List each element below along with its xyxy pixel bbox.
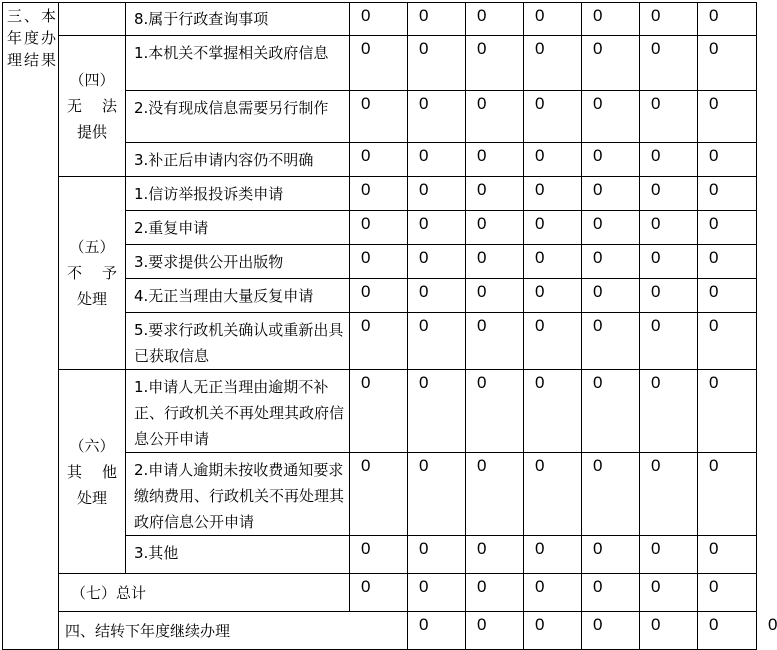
value-cell: 0 — [582, 536, 640, 574]
value-cell: 0 — [408, 612, 466, 650]
row-label: 2.没有现成信息需要另行制作 — [126, 91, 350, 143]
row-label: 2.重复申请 — [126, 211, 350, 245]
table-row — [3, 370, 757, 453]
group-label — [59, 177, 126, 370]
value-cell: 0 — [350, 370, 408, 453]
value-cell: 0 — [466, 612, 524, 650]
row-label: 3.其他 — [126, 536, 350, 574]
value-cell: 0 — [640, 36, 698, 91]
value-cell: 0 — [408, 279, 466, 313]
table-row — [3, 36, 757, 91]
value-cell: 0 — [582, 370, 640, 453]
value-cell: 0 — [524, 536, 582, 574]
value-cell: 0 — [350, 453, 408, 536]
value-cell: 0 — [698, 536, 757, 574]
value-cell: 0 — [524, 370, 582, 453]
value-cell: 0 — [698, 279, 757, 313]
value-cell: 0 — [408, 177, 466, 211]
row-label: 3.补正后申请内容仍不明确 — [126, 143, 350, 177]
value-cell: 0 — [350, 177, 408, 211]
value-cell: 0 — [582, 36, 640, 91]
value-cell: 0 — [524, 279, 582, 313]
group-label-line: 处理 — [76, 488, 107, 507]
row-label: 4.无正当理由大量反复申请 — [126, 279, 350, 313]
value-cell: 0 — [698, 91, 757, 143]
value-cell: 0 — [582, 177, 640, 211]
value-cell: 0 — [640, 536, 698, 574]
value-cell: 0 — [582, 143, 640, 177]
value-cell: 0 — [640, 91, 698, 143]
value-cell: 0 — [408, 36, 466, 91]
value-cell: 0 — [640, 211, 698, 245]
value-cell: 0 — [698, 177, 757, 211]
total-row — [3, 574, 757, 612]
value-cell: 0 — [466, 536, 524, 574]
group-label — [59, 370, 126, 574]
value-cell: 0 — [698, 313, 757, 370]
value-cell: 0 — [698, 211, 757, 245]
value-cell: 0 — [350, 574, 408, 612]
group-label-number: （五） — [69, 238, 115, 256]
value-cell: 0 — [640, 3, 698, 36]
group-label-line — [59, 459, 125, 485]
value-cell: 0 — [582, 3, 640, 36]
value-cell: 0 — [466, 453, 524, 536]
value-cell: 0 — [466, 36, 524, 91]
results-table — [2, 2, 777, 650]
row-label: 5.要求行政机关确认或重新出具已获取信息 — [126, 313, 350, 370]
value-cell: 0 — [698, 370, 757, 453]
group-label-number: （六） — [69, 436, 115, 455]
value-cell: 0 — [350, 245, 408, 279]
group-label-empty — [59, 3, 126, 36]
row-label: 2.申请人逾期未按收费通知要求缴纳费用、行政机关不再处理其政府信息公开申请 — [126, 453, 350, 536]
value-cell: 0 — [582, 211, 640, 245]
group-label-char: 他 — [102, 462, 118, 481]
value-cell: 0 — [466, 211, 524, 245]
value-cell: 0 — [582, 91, 640, 143]
value-cell: 0 — [698, 574, 757, 612]
group-label-line — [59, 260, 125, 286]
value-cell: 0 — [698, 453, 757, 536]
group-label-number: （四） — [69, 71, 115, 89]
group-label — [59, 36, 126, 177]
value-cell: 0 — [582, 279, 640, 313]
group-label-char: 法 — [102, 97, 118, 115]
value-cell: 0 — [408, 536, 466, 574]
value-cell: 0 — [408, 574, 466, 612]
group-label-char: 予 — [102, 264, 118, 282]
value-cell: 0 — [466, 3, 524, 36]
value-cell: 0 — [582, 313, 640, 370]
value-cell: 0 — [350, 279, 408, 313]
value-cell: 0 — [466, 245, 524, 279]
value-cell: 0 — [582, 574, 640, 612]
value-cell: 0 — [582, 453, 640, 536]
value-cell: 0 — [466, 313, 524, 370]
value-cell: 0 — [408, 211, 466, 245]
value-cell: 0 — [350, 3, 408, 36]
value-cell: 0 — [350, 91, 408, 143]
value-cell: 0 — [408, 91, 466, 143]
section-4-label: 四、结转下年度继续办理 — [59, 612, 408, 650]
value-cell: 0 — [582, 245, 640, 279]
value-cell: 0 — [524, 91, 582, 143]
value-cell: 0 — [466, 177, 524, 211]
table-row — [3, 177, 757, 211]
value-cell: 0 — [524, 453, 582, 536]
value-cell: 0 — [582, 612, 640, 650]
value-cell: 0 — [524, 612, 582, 650]
row-label: 8.属于行政查询事项 — [126, 3, 350, 36]
value-cell: 0 — [350, 211, 408, 245]
value-cell: 0 — [524, 143, 582, 177]
value-cell: 0 — [524, 245, 582, 279]
value-cell: 0 — [640, 245, 698, 279]
value-cell: 0 — [350, 313, 408, 370]
value-cell: 0 — [640, 143, 698, 177]
group-label-char: 不 — [66, 264, 102, 282]
row-label: 3.要求提供公开出版物 — [126, 245, 350, 279]
value-cell: 0 — [408, 143, 466, 177]
value-cell: 0 — [350, 36, 408, 91]
value-cell: 0 — [698, 3, 757, 36]
value-cell: 0 — [466, 574, 524, 612]
value-cell: 0 — [640, 279, 698, 313]
value-cell: 0 — [408, 245, 466, 279]
value-cell: 0 — [524, 36, 582, 91]
group-label-line: 处理 — [76, 290, 107, 308]
value-cell: 0 — [640, 177, 698, 211]
value-cell: 0 — [408, 3, 466, 36]
section-3-label: 三、本年度办理结果 — [3, 3, 59, 650]
value-cell: 0 — [698, 612, 757, 650]
group-label-char: 无 — [66, 97, 102, 115]
table-body — [3, 3, 777, 650]
value-cell: 0 — [698, 36, 757, 91]
group-label-char: 其 — [66, 462, 102, 481]
table-row — [3, 3, 757, 36]
value-cell: 0 — [466, 370, 524, 453]
row-label: 1.信访举报投诉类申请 — [126, 177, 350, 211]
total-label: （七）总计 — [59, 574, 350, 612]
row-label: 1.本机关不掌握相关政府信息 — [126, 36, 350, 91]
value-cell: 0 — [640, 612, 698, 650]
section-4-row: 四、结转下年度继续办理 0 0 0 0 0 0 0 — [3, 612, 757, 650]
value-cell: 0 — [698, 245, 757, 279]
value-cell: 0 — [640, 370, 698, 453]
value-cell: 0 — [524, 574, 582, 612]
value-cell: 0 — [408, 453, 466, 536]
value-cell: 0 — [466, 143, 524, 177]
group-label-line: 提供 — [76, 123, 107, 141]
value-cell: 0 — [350, 143, 408, 177]
value-cell: 0 — [524, 211, 582, 245]
group-label-line — [59, 93, 125, 119]
value-cell: 0 — [408, 370, 466, 453]
value-cell: 0 — [640, 574, 698, 612]
value-cell: 0 — [408, 313, 466, 370]
value-cell: 0 — [466, 91, 524, 143]
value-cell: 0 — [350, 536, 408, 574]
value-cell: 0 — [466, 279, 524, 313]
value-cell: 0 — [640, 453, 698, 536]
value-cell: 0 — [698, 143, 757, 177]
value-cell: 0 — [524, 313, 582, 370]
row-label: 1.申请人无正当理由逾期不补正、行政机关不再处理其政府信息公开申请 — [126, 370, 350, 453]
value-cell: 0 — [524, 3, 582, 36]
value-cell: 0 — [640, 313, 698, 370]
value-cell: 0 — [524, 177, 582, 211]
